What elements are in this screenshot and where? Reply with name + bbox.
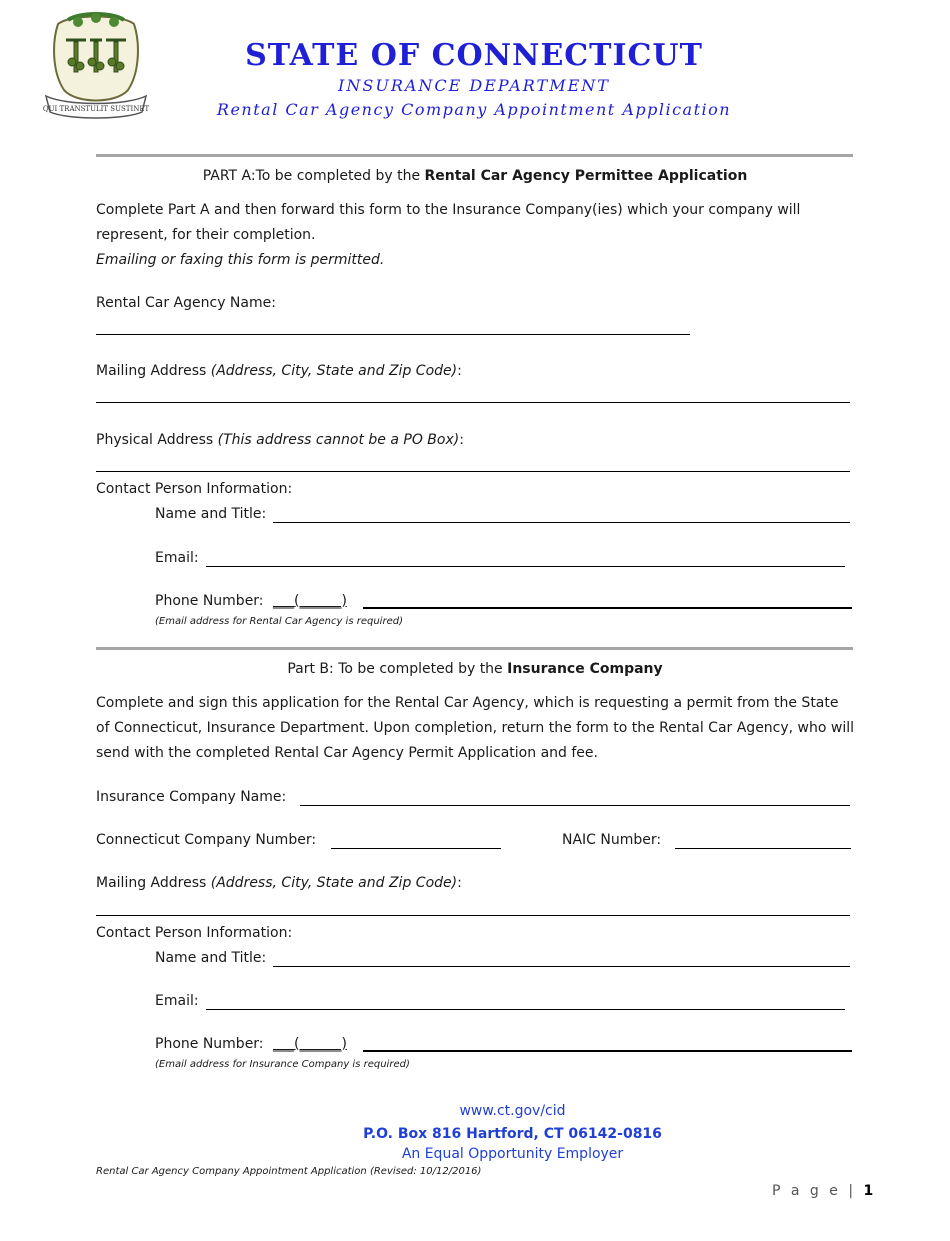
part-a-heading: PART A:To be completed by the Rental Car Agency Permittee Application bbox=[202, 168, 748, 184]
insurance-company-name-field[interactable] bbox=[300, 805, 850, 806]
part-a-name-title-label: Name and Title: bbox=[155, 506, 267, 522]
part-a-email-label: Email: bbox=[155, 550, 199, 566]
part-a-email-field[interactable] bbox=[206, 566, 845, 567]
seal-motto: QUI TRANSTULIT SUSTINET bbox=[42, 105, 150, 113]
footer-address: P.O. Box 816 Hartford, CT 06142-0816 bbox=[363, 1126, 662, 1142]
part-a-email-note: (Email address for Rental Car Agency is required) bbox=[155, 616, 403, 627]
part-b-phone-field[interactable] bbox=[363, 1050, 852, 1052]
part-a-mailing-address-field[interactable] bbox=[96, 402, 850, 403]
part-b-heading: Part B: To be completed by the Insurance Company bbox=[287, 661, 663, 677]
part-a-phone-label: Phone Number: bbox=[155, 593, 264, 609]
part-b-email-note: (Email address for Insurance Company is required) bbox=[155, 1059, 410, 1070]
part-a-phone-field[interactable] bbox=[363, 607, 852, 609]
footer-revision: Rental Car Agency Company Appointment Application (Revised: 10/12/2016) bbox=[96, 1166, 482, 1177]
footer-employer: An Equal Opportunity Employer bbox=[401, 1146, 624, 1162]
naic-number-label: NAIC Number: bbox=[562, 832, 662, 848]
part-a-contact-label: Contact Person Information: bbox=[96, 481, 293, 497]
part-b-email-label: Email: bbox=[155, 993, 199, 1009]
naic-number-field[interactable] bbox=[675, 848, 851, 849]
state-seal-logo bbox=[40, 12, 152, 120]
part-b-phone-label: Phone Number: bbox=[155, 1036, 264, 1052]
agency-name-label: Rental Car Agency Name: bbox=[96, 295, 276, 311]
ct-company-number-label: Connecticut Company Number: bbox=[96, 832, 317, 848]
part-b-email-field[interactable] bbox=[206, 1009, 845, 1010]
part-a-phone-area-code[interactable]: ___(______) bbox=[273, 593, 347, 609]
section-divider bbox=[96, 647, 853, 650]
physical-address-field[interactable] bbox=[96, 471, 850, 472]
form-title: Rental Car Agency Company Appointment Application bbox=[216, 100, 732, 119]
physical-address-label: Physical Address (This address cannot be a PO Box): bbox=[96, 432, 464, 448]
part-b-name-title-label: Name and Title: bbox=[155, 950, 267, 966]
part-b-contact-label: Contact Person Information: bbox=[96, 925, 293, 941]
part-a-mailing-label: Mailing Address (Address, City, State and Zip Code): bbox=[96, 363, 462, 379]
part-b-phone-area-code[interactable]: ___(______) bbox=[273, 1036, 347, 1052]
ct-company-number-field[interactable] bbox=[331, 848, 501, 849]
part-b-name-title-field[interactable] bbox=[273, 966, 850, 967]
part-a-name-title-field[interactable] bbox=[273, 522, 850, 523]
header-divider bbox=[96, 154, 853, 157]
part-b-mailing-label: Mailing Address (Address, City, State and Zip Code): bbox=[96, 875, 462, 891]
agency-name-field[interactable] bbox=[96, 334, 690, 335]
part-b-mailing-address-field[interactable] bbox=[96, 915, 850, 916]
part-b-instructions: Complete and sign this application for the Rental Car Agency, which is requesting a permit from the State of Connecticut, Insurance Department. Upon completion, return the form to the Rental Car Agency, who will send with the completed Rental Car Agency Permit Application and fee. bbox=[96, 695, 855, 761]
department-title: INSURANCE DEPARTMENT bbox=[338, 76, 610, 95]
part-a-note: Emailing or faxing this form is permitted. bbox=[96, 252, 385, 268]
part-a-instructions: Complete Part A and then forward this form to the Insurance Company(ies) which your company will represent, for their completion. bbox=[96, 202, 801, 243]
insurance-company-name-label: Insurance Company Name: bbox=[96, 789, 287, 805]
page-number: P a g e | 1 bbox=[772, 1183, 874, 1199]
footer-website[interactable]: www.ct.gov/cid bbox=[459, 1103, 566, 1119]
state-title: STATE OF CONNECTICUT bbox=[245, 38, 703, 73]
